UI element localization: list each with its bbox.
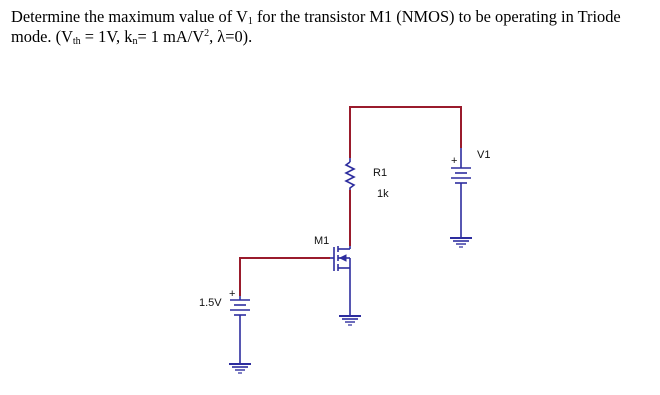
v1-name-label: V1 <box>477 149 491 161</box>
m1-name-label: M1 <box>314 235 330 247</box>
top-wire <box>350 107 461 158</box>
ground-vg <box>229 364 251 373</box>
squared-superscript: 2 <box>204 28 210 39</box>
q-part: = 1 mA/V <box>137 27 205 46</box>
resistor-r1 <box>346 158 354 190</box>
nmos-transistor-m1 <box>330 246 350 316</box>
r1-value-label: 1k <box>377 188 389 200</box>
ground-v1 <box>450 234 472 247</box>
q-part: Determine the maximum value of V <box>11 7 248 26</box>
gate-wire <box>240 258 330 296</box>
vg-plus-sign: + <box>229 288 236 300</box>
ground-m1 <box>339 316 361 325</box>
vth-subscript: th <box>72 36 81 47</box>
q-part: , λ=0). <box>209 27 253 46</box>
v1-subscript: 1 <box>247 16 253 27</box>
v1-plus-sign: + <box>451 155 458 167</box>
r1-name-label: R1 <box>373 167 388 179</box>
q-part: for the transistor M1 (NMOS) to be operating in Triode <box>252 7 621 26</box>
q-part: = 1V, k <box>80 27 133 46</box>
q-part: mode. (V <box>11 27 73 46</box>
kn-subscript: n <box>132 36 138 47</box>
gate-voltage-source <box>230 296 250 364</box>
vg-value-label: 1.5V <box>199 297 222 309</box>
